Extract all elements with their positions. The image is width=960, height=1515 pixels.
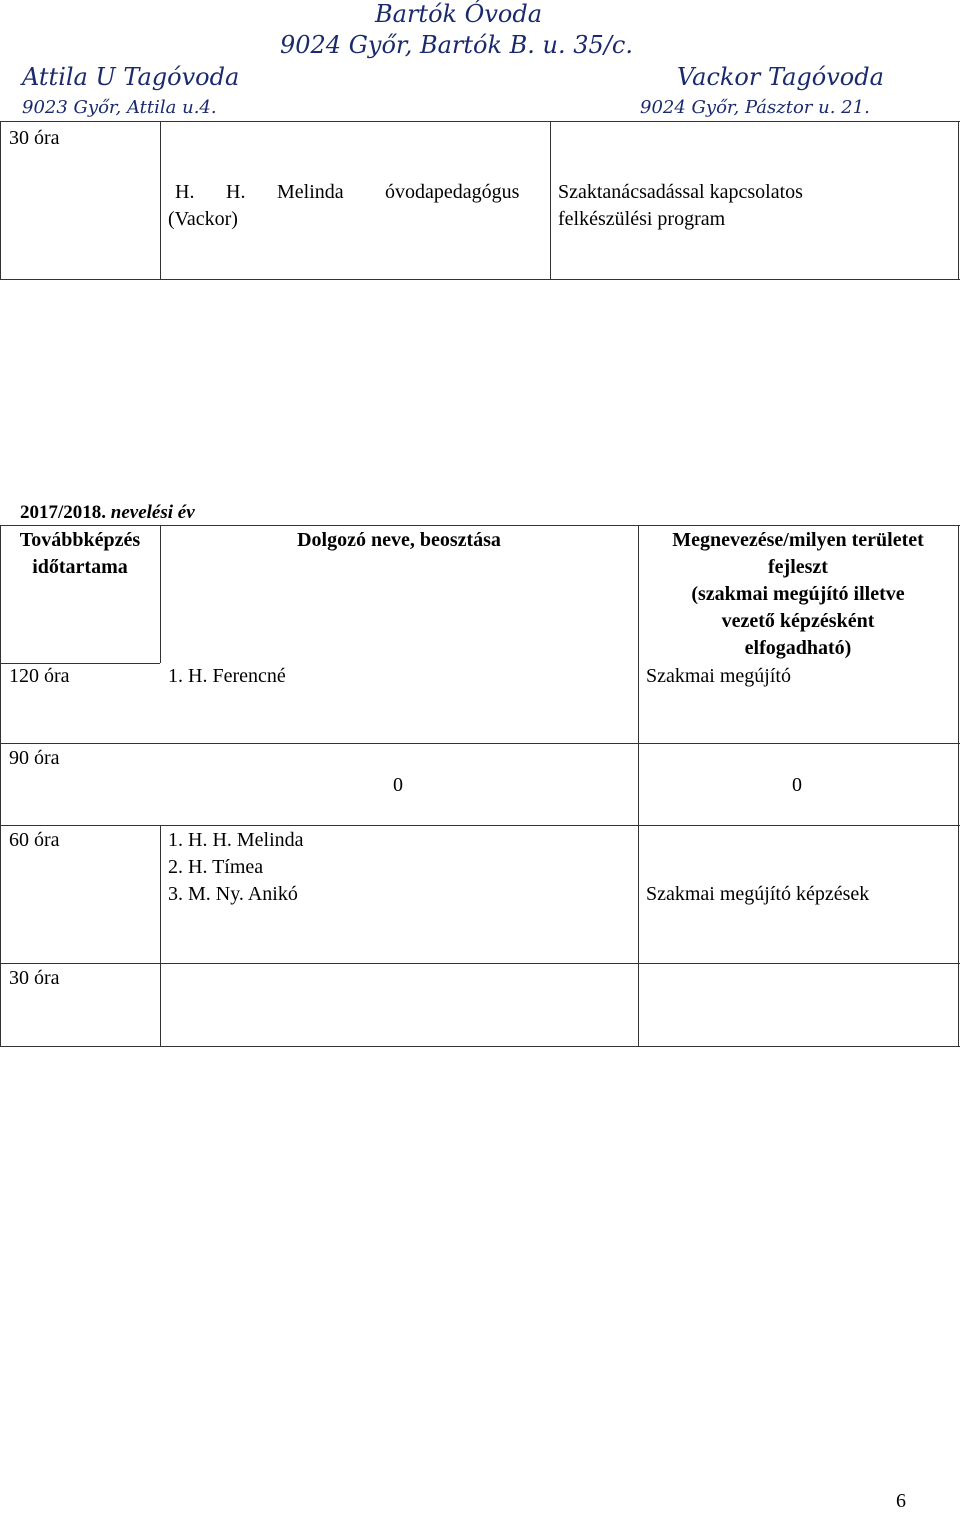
prev-employee-word: H. [226, 181, 246, 203]
left-branch-address: 9023 Győr, Attila u.4. [22, 97, 217, 118]
row-training-name: 0 [792, 774, 802, 796]
header-name-line5: elfogadható) [744, 637, 852, 659]
header-name-line2: fejleszt [768, 556, 828, 578]
left-branch-name: Attila U Tagóvoda [22, 63, 240, 91]
right-branch-name: Vackor Tagóvoda [677, 63, 884, 91]
row-employee: 0 [393, 774, 403, 796]
section-title [20, 499, 195, 526]
right-branch-address: 9024 Győr, Pásztor u. 21. [640, 97, 870, 118]
header-name-line4: vezető képzésként [721, 610, 875, 632]
row-duration: 90 óra [9, 747, 60, 769]
prev-employee-word: óvodapedagógus [385, 181, 520, 203]
header-name-line1: Megnevezése/milyen területet [672, 529, 924, 551]
row-employee: 3. M. Ny. Anikó [168, 883, 298, 905]
row-duration: 120 óra [9, 665, 70, 687]
header-employee: Dolgozó neve, beosztása [297, 529, 501, 551]
school-year: 2017/2018. [20, 502, 107, 523]
prev-program-line2: felkészülési program [558, 208, 726, 230]
prev-employee-word: H. [175, 181, 195, 203]
row-duration: 60 óra [9, 829, 60, 851]
row-employee: 2. H. Tímea [168, 856, 264, 878]
row-employee: 1. H. Ferencné [168, 665, 286, 687]
header-duration-line2: időtartama [32, 556, 128, 578]
page-number: 6 [896, 1490, 906, 1512]
header-duration-line1: Továbbképzés [19, 529, 141, 551]
row-duration: 30 óra [9, 967, 60, 989]
prev-employee-word: Melinda [277, 181, 344, 203]
prev-program-line1: Szaktanácsadással kapcsolatos [558, 181, 803, 203]
prev-duration: 30 óra [9, 127, 60, 149]
header-name-line3: (szakmai megújító illetve [691, 583, 905, 605]
row-training-name: Szakmai megújító képzések [646, 883, 870, 905]
kindergarten-name: Bartók Óvoda [375, 0, 543, 28]
kindergarten-address: 9024 Győr, Bartók B. u. 35/c. [280, 31, 633, 59]
school-year-label: nevelési év [110, 502, 195, 523]
prev-employee-unit: (Vackor) [168, 208, 238, 230]
row-employee: 1. H. H. Melinda [168, 829, 304, 851]
row-training-name: Szakmai megújító [646, 665, 791, 687]
